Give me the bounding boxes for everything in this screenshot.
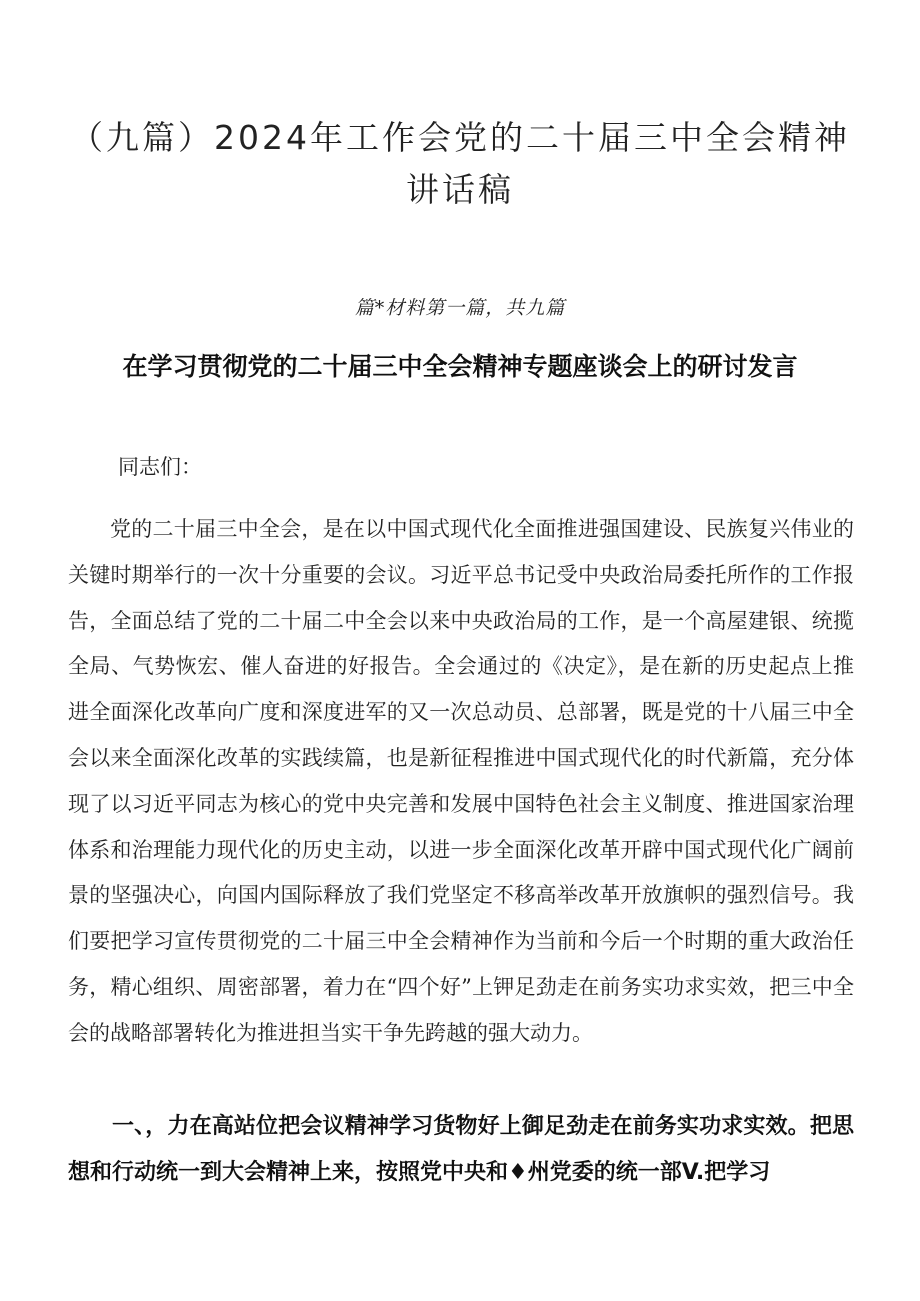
body-paragraph: 党的二十届三中全会，是在以中国式现代化全面推进强国建设、民族复兴伟业的关键时期举行的一次十分重要的会议。习近平总书记受中央政治局委托所作的工作报告，全面总结了党的二十届二中全会以来中央政治局的工作，是一个高屋建银、统揽全局、气势恢宏、催人奋进的好报告。全会通过的《决定》，是在新的历史起点上推进全面深化改革向广度和深度进军的又一次总动员、总部署，既是党的十八届三中全会以来全面深化改革的实践续篇，也是新征程推进中国式现代化的时代新篇，充分体现了以习近平同志为核心的党中央完善和发展中国特色社会主义制度、推进国家治理体系和治理能力现代化的历史主动，以进一步全面深化改革开辟中国式现代化广阔前景的坚强决心，向国内国际释放了我们党坚定不移高举改革开放旗帜的强烈信号。我们要把学习宣传贯彻党的二十届三中全会精神作为当前和今后一个时期的重大政治任务，精心组织、周密部署，着力在“四个好”上钾足劲走在前务实功求实效，把三中全会的战略部署转化为推进担当实干争先跨越的强大动力。 — [68, 517, 854, 1045]
salutation: 同志们： — [118, 455, 202, 479]
section-heading-paragraph: 一、，力在高站位把会议精神学习货物好上御足劲走在前务实功求实效。把思想和行动统一到大会精神上来，按照党中央和♦州党委的统一部V.把学习 — [68, 1114, 854, 1185]
document-title: （九篇）2024年工作会党的二十届三中全会精神讲话稿 — [70, 118, 850, 209]
document-subtitle: 篇*材料第一篇，共九篇 — [354, 297, 566, 319]
section-title: 在学习贯彻党的二十届三中全会精神专题座谈会上的研讨发言 — [122, 352, 798, 381]
